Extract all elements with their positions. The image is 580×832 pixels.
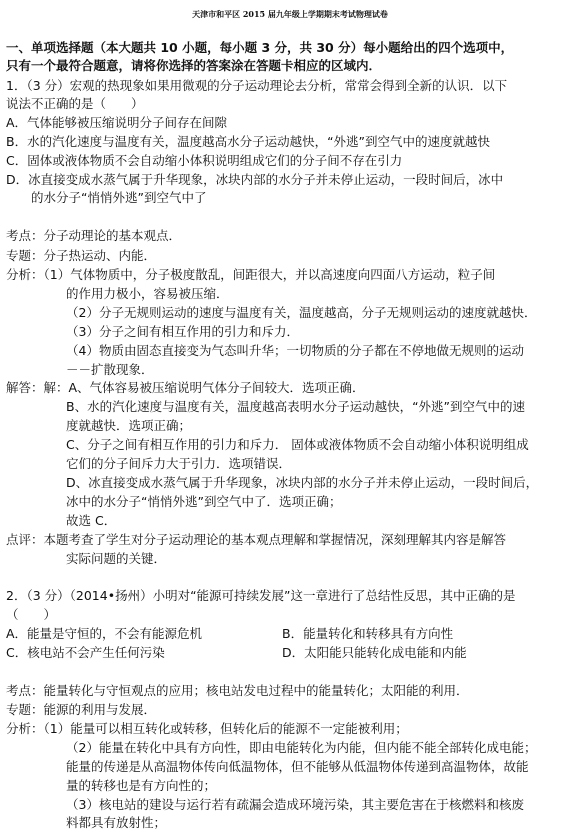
q1-jieda-2: B、水的汽化速度与温度有关，温度越高表明水分子运动越快，“外逃”到空气中的速 xyxy=(66,399,526,414)
q2-stem-line-1: 2．（3 分）（2014•扬州）小明对“能源可持续发展”这一章进行了总结性反思，其中正确的是 xyxy=(6,588,516,603)
q1-jieda-7: 冰中的水分子“悄悄外逃”到空气中了．选项正确； xyxy=(66,494,342,509)
q2-option-c: C．核电站不会产生任何污染 xyxy=(6,645,165,660)
q1-jieda-1: 解答：解：A、气体容易被压缩说明气体分子间较大．选项正确． xyxy=(6,380,365,395)
q1-fenxi-1: 分析：（1）气体物质中，分子极度散乱，间距很大，并以高速度向四面八方运动，粒子间 xyxy=(6,267,496,282)
q1-dianping-1: 点评：本题考查了学生对分子运动理论的基本观点理解和掌握情况，深刻理解其内容是解答 xyxy=(6,532,507,547)
section-heading-line-1: 一、单项选择题（本大题共 10 小题，每小题 3 分，共 30 分）每小题给出的四个选项中， xyxy=(6,40,514,55)
q1-stem-line-1: 1．（3 分）宏观的热现象如果用微观的分子运动理论去分析，常常会得到全新的认识．以下 xyxy=(6,78,508,93)
q2-option-b: B．能量转化和转移具有方向性 xyxy=(282,626,454,641)
q1-jieda-4: C、分子之间有相互作用的引力和斥力． 固体或液体物质不会自动缩小体积说明组成 xyxy=(66,437,529,452)
q2-fenxi-3: 能量的传递是从高温物体传向低温物体，但不能够从低温物体传递到高温物体，故能 xyxy=(66,759,529,774)
q1-dianping-2: 实际问题的关键． xyxy=(66,551,167,566)
q1-option-d: D．冰直接变成水蒸气属于升华现象，冰块内部的水分子并未停止运动，一段时间后，冰中 xyxy=(6,172,504,187)
q1-option-b: B．水的汽化速度与温度有关，温度越高水分子运动越快，“外逃”到空气中的速度就越快 xyxy=(6,134,491,149)
q1-option-c: C．固体或液体物质不会自动缩小体积说明组成它们的分子间不存在引力 xyxy=(6,153,403,168)
q1-kaodian: 考点：分子动理论的基本观点． xyxy=(6,228,182,243)
q1-stem-line-2: 说法不正确的是（ ） xyxy=(6,96,144,111)
q1-option-d-cont: 的水分子“悄悄外逃”到空气中了 xyxy=(6,190,207,205)
q1-jieda-5: 它们的分子间斥力大于引力．选项错误． xyxy=(66,456,292,471)
q2-stem-line-2: （ ） xyxy=(6,607,57,622)
page-title: 天津市和平区 2015 届九年级上学期期末考试物理试卷 xyxy=(192,9,388,19)
q1-fenxi-3: （2）分子无规则运动的速度与温度有关，温度越高，分子无规则运动的速度就越快． xyxy=(66,305,537,320)
q2-fenxi-5: （3）核电站的建设与运行若有疏漏会造成环境污染，其主要危害在于核燃料和核废 xyxy=(66,797,524,812)
q1-fenxi-6: －－扩散现象． xyxy=(66,362,154,377)
q1-jieda-6: D、冰直接变成水蒸气属于升华现象，冰块内部的水分子并未停止运动，一段时间后， xyxy=(66,475,539,490)
q1-zhuanti: 专题：分子热运动、内能． xyxy=(6,248,157,263)
q2-fenxi-1: 分析：（1）能量可以相互转化或转移，但转化后的能源不一定能被利用； xyxy=(6,721,408,736)
q2-zhuanti: 专题：能源的利用与发展． xyxy=(6,702,157,717)
q2-fenxi-4: 量的转移也是有方向性的； xyxy=(66,778,217,793)
q2-kaodian: 考点：能量转化与守恒观点的应用；核电站发电过程中的能量转化；太阳能的利用． xyxy=(6,683,469,698)
q1-jieda-3: 度就越快．选项正确； xyxy=(66,418,192,433)
q2-fenxi-6: 料都具有放射性； xyxy=(66,815,167,830)
q1-fenxi-5: （4）物质由固态直接变为气态叫升华；一切物质的分子都在不停地做无规则的运动 xyxy=(66,343,524,358)
q1-option-a: A．气体能够被压缩说明分子间存在间隙 xyxy=(6,115,228,130)
q1-fenxi-4: （3）分子之间有相互作用的引力和斥力． xyxy=(66,324,299,339)
q1-jieda-8: 故选 C． xyxy=(66,513,117,528)
q2-option-d: D．太阳能只能转化成电能和内能 xyxy=(282,645,467,660)
q2-option-a: A．能量是守恒的，不会有能源危机 xyxy=(6,626,203,641)
q2-fenxi-2: （2）能量在转化中具有方向性，即由电能转化为内能，但内能不能全部转化成电能； xyxy=(66,740,537,755)
section-heading-line-2: 只有一个最符合题意，请将你选择的答案涂在答题卡相应的区域内． xyxy=(6,58,382,73)
q1-fenxi-2: 的作用力极小，容易被压缩． xyxy=(66,286,229,301)
